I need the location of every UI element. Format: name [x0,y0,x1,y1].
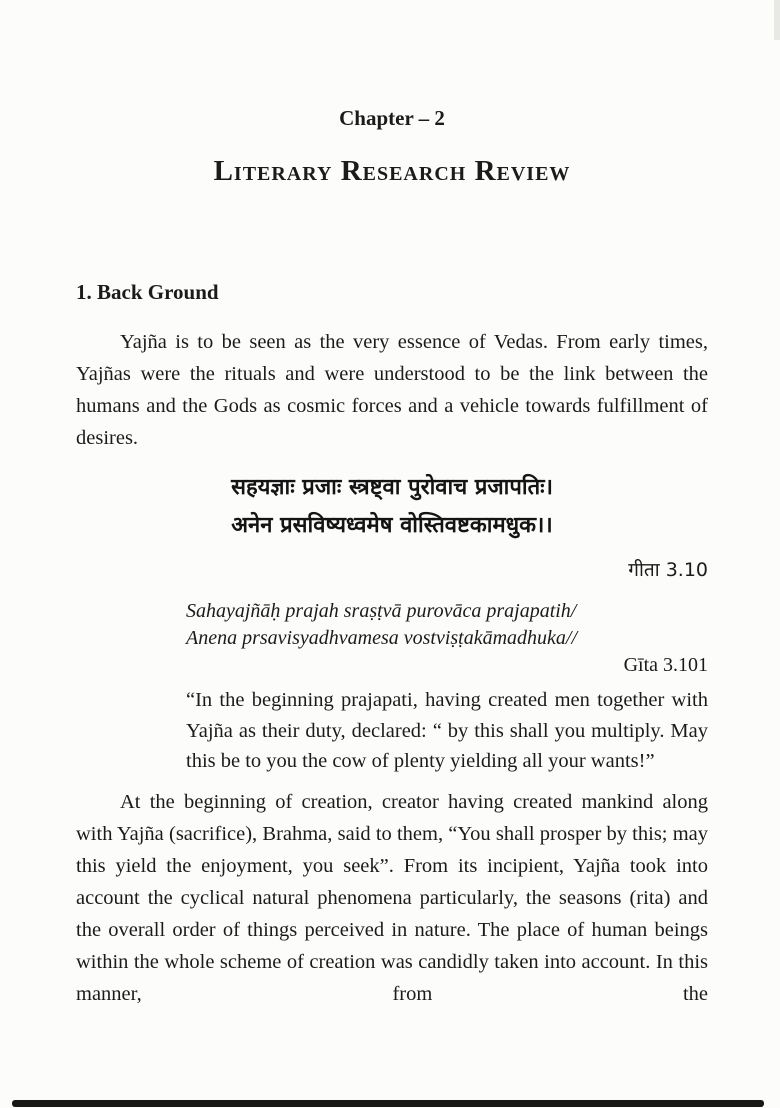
translation-quote: “In the beginning prajapati, having created men together with Yajña as their duty, declared: “ by this shall you multiply. May this be to you the cow of plenty yielding all your wants!” [186,688,708,773]
transliteration-line-2: Anena prsavisyadhvamesa vostviṣṭakāmadhuka// [186,626,578,649]
paragraph-body: At the beginning of creation, creator having created mankind along with Yajña (sacrifice), Brahma, said to them, “You shall prosper by this; may this yield the enjoyment, you seek”. From its incipient, Yajña took into account the cyclical natural phenomena particularly, the seasons (rita) and the overall order of things perceived in nature. The place of human beings within the whole scheme of creation was candidly taken into account. In this manner, from the [76,791,708,1005]
sanskrit-verse-line-1: सहयज्ञाः प्रजाः स्त्रष्ट्वा पुरोवाच प्रजापतिः। [231,474,553,500]
section-heading: 1. Back Ground [76,280,219,304]
transliteration-line-1: Sahayajñāḥ prajah sraṣṭvā purovāca prajapatih/ [186,599,577,622]
page-title: Literary Research Review [213,155,571,187]
transliteration-citation: Gīta 3.101 [623,653,708,676]
transliteration [186,598,708,652]
sanskrit-verse [76,469,708,546]
paragraph-intro: Yajña is to be seen as the very essence of Vedas. From early times, Yajñas were the rituals and were understood to be the link between the humans and the Gods as cosmic forces and a vehicle towards fulfillment of desires. [76,331,708,449]
sanskrit-verse-line-2: अनेन प्रसविष्यध्वमेष वोस्तिवष्टकामधुक।। [231,513,553,539]
chapter-label: Chapter – 2 [339,106,445,130]
scan-edge-artifact [12,1100,764,1107]
verse-citation: गीता 3.10 [628,558,708,581]
scan-corner-artifact [774,0,780,40]
